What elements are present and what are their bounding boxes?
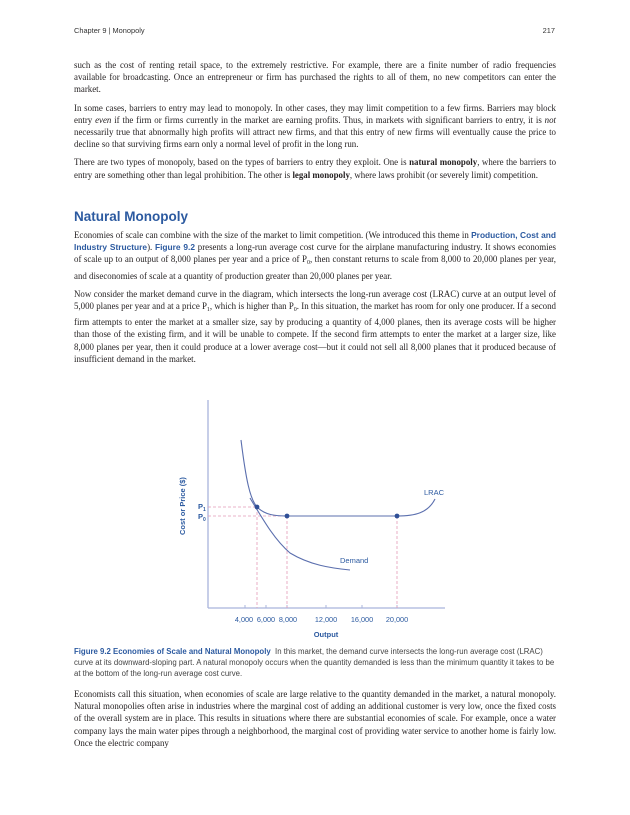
y-axis-label: Cost or Price ($) — [178, 477, 187, 535]
svg-text:16,000: 16,000 — [350, 615, 374, 624]
paragraph-1: such as the cost of renting retail space, to the extremely restrictive. For example, there are a finite number of radio frequencies available for broadcasting. Once an entrepreneur or firm has purchased the rights to all of them, no new competitors can enter the market. — [74, 60, 556, 95]
figure-caption-text: In this market, the demand curve intersects the long-run average cost (LRAC) curve at its downward-sloping part. A natural monopoly occurs when the quantity demanded is less than the minimum quantity it takes to be at the bottom of the long-run average cost curve. — [74, 647, 555, 678]
svg-text:4,000: 4,000 — [234, 615, 254, 624]
chapter-title: Chapter 9 | Monopoly — [74, 26, 145, 35]
x-tick-labels — [235, 615, 408, 624]
paragraph-4: Economies of scale can combine with the size of the market to limit competition. (We introduced this theme in Production, Cost and Industry Structure). Figure 9.2 presents a long-run average cost curve for the airplane manufacturing industry. It shows economies of scale up to an output of 8,000 planes per year and a price of $P_0$, then constant returns to scale from 8,000 to 20,000 planes per year, and diseconomies of scale at a quantity of production greater than 20,000 planes per year. — [74, 230, 556, 281]
svg-text:12,000: 12,000 — [314, 615, 338, 624]
emphasis-not: not — [544, 114, 556, 125]
p1-label: $P_1$ — [198, 502, 206, 513]
paragraph-3: There are two types of monopoly, based on the types of barriers to entry they exploit. One is natural monopoly, where the barriers to entry are something other than legal prohibition. The other is legal monopoly, where laws prohibit (or severely limit) competition. — [74, 157, 557, 180]
link-production-cost[interactable]: Production, Cost and Industry Structure — [74, 230, 556, 253]
x-axis-label: Output — [313, 630, 339, 639]
min-efficient-scale-dot — [285, 514, 290, 519]
svg-text:6,000: 6,000 — [256, 615, 276, 624]
paragraph-5: Now consider the market demand curve in the diagram, which intersects the long-run average cost (LRAC) curve at an output level of 5,000 planes per year and at a price $P_1$, which is higher than $P_0$. In this situation, the market has room for only one producer. If a second firm attempts to enter the market at a smaller size, say by producing a quantity of 4,000 planes, then its average costs will be higher than those of the existing firm, and it will be unable to compete. If the second firm attempts to enter the market at a larger size, like 8,000 planes per year, then it could produce at a lower average cost—but it could not sell all 8,000 planes that it produced because of insufficient demand in the market. — [74, 288, 556, 364]
body-text-bottom — [74, 688, 556, 755]
svg-text:8,000: 8,000 — [278, 615, 298, 624]
body-text-top — [74, 59, 556, 187]
lrac-label: LRAC — [424, 488, 445, 497]
lrac-curve — [241, 440, 435, 516]
svg-text:20,000: 20,000 — [385, 615, 409, 624]
demand-curve — [250, 498, 350, 570]
intersection-dot — [255, 505, 260, 510]
paragraph-2: In some cases, barriers to entry may lead to monopoly. In other cases, they may limit competition to a few firms. Barriers may block entry even if the firm or firms currently in the market are earning profits. Thus, in markets with significant barriers to entry, it is not necessarily true that abnormally high profits will attract new firms, and that this entry of new firms will eventually cause the price to decline so that surviving firms earn only a normal level of profit in the long run. — [74, 102, 556, 150]
demand-label: Demand — [340, 556, 369, 565]
figure-label: Figure 9.2 Economies of Scale and Natural Monopoly — [74, 647, 271, 656]
figure-caption — [74, 646, 556, 679]
figure-chart — [170, 395, 470, 645]
term-legal-monopoly: legal monopoly — [292, 169, 350, 180]
section-heading: Natural Monopoly — [74, 209, 188, 224]
running-head — [74, 26, 556, 38]
p0-label: $P_0$ — [198, 512, 206, 523]
end-constant-returns-dot — [395, 514, 400, 519]
link-figure-9-2[interactable]: Figure 9.2 — [154, 242, 196, 253]
emphasis-even: even — [95, 114, 112, 125]
lrac-demand-chart — [170, 395, 470, 645]
paragraph-6: Economists call this situation, when economies of scale are large relative to the quantity demanded in the market, a natural monopoly. Natural monopolies often arise in industries where the marginal cost of adding an additional customer is very low, once the fixed costs of the overall system are in place. This results in situations where there are substantial economies of scale. For example, once a water company lays the main water pipes through a neighborhood, the marginal cost of providing water service to another home is fairly low. Once the electric company — [74, 689, 556, 748]
body-text-section — [74, 229, 556, 371]
term-natural-monopoly: natural monopoly — [409, 157, 478, 168]
page-number: 217 — [542, 26, 555, 35]
guide-lines — [208, 507, 397, 608]
